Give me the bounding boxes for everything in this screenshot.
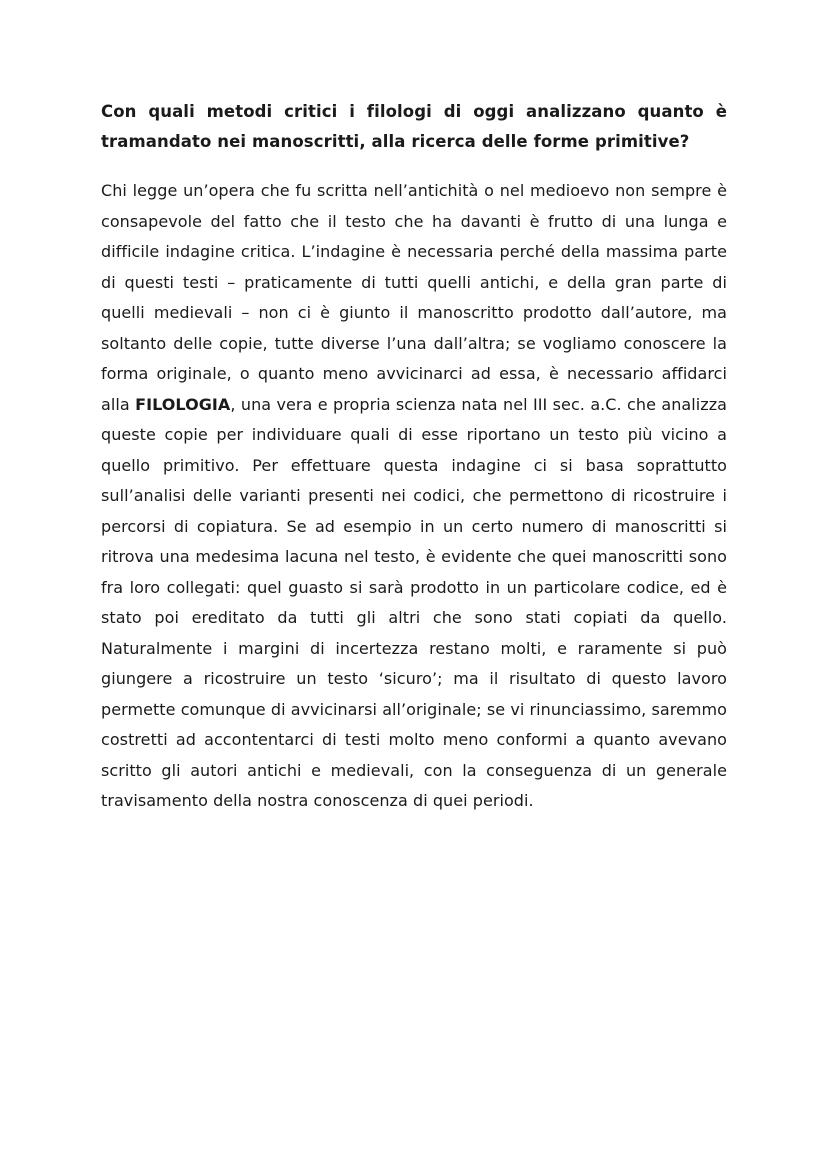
body-paragraph — [101, 176, 727, 817]
question-heading: Con quali metodi critici i filologi di oggi analizzano quanto è tramandato nei manoscritti, alla ricerca delle forme primitive? — [101, 102, 727, 151]
document-page — [101, 97, 727, 817]
paragraph-text-after: , una vera e propria scienza nata nel III sec. a.C. che analizza queste copie per individuare quali di esse riportano un testo più vicino a quello primitivo. Per effettuare questa indagine ci si basa soprattutto sull’analisi delle varianti presenti nei codici, che permettono di ricostruire i percorsi di copiatura. Se ad esempio in un certo numero di manoscritti si ritrova una medesima lacuna nel testo, è evidente che quei manoscritti sono fra loro collegati: quel guasto si sarà prodotto in un particolare codice, ed è stato poi ereditato da tutti gli altri che sono stati copiati da quello. Naturalmente i margini di incertezza restano molti, e raramente si può giungere a ricostruire un testo ‘sicuro’; ma il risultato di questo lavoro permette comunque di avvicinarsi all’originale; se vi rinunciassimo, saremmo costretti ad accontentarci di testi molto meno conformi a quanto avevano scritto gli autori antichi e medievali, con la conseguenza di un generale travisamento della nostra conoscenza di quei periodi. — [101, 394, 727, 810]
paragraph-text-before: Chi legge un’opera che fu scritta nell’antichità o nel medioevo non sempre è consapevole del fatto che il testo che ha davanti è frutto di una lunga e difficile indagine critica. L’indagine è necessaria perché della massima parte di questi testi – praticamente di tutti quelli antichi, e della gran parte di quelli medievali – non ci è giunto il manoscritto prodotto dall’autore, ma soltanto delle copie, tutte diverse l’una dall’altra; se vogliamo conoscere la forma originale, o quanto meno avvicinarci ad essa, è necessario affidarci alla — [101, 181, 727, 414]
highlight-term-filologia: FILOLOGIA — [135, 394, 231, 414]
